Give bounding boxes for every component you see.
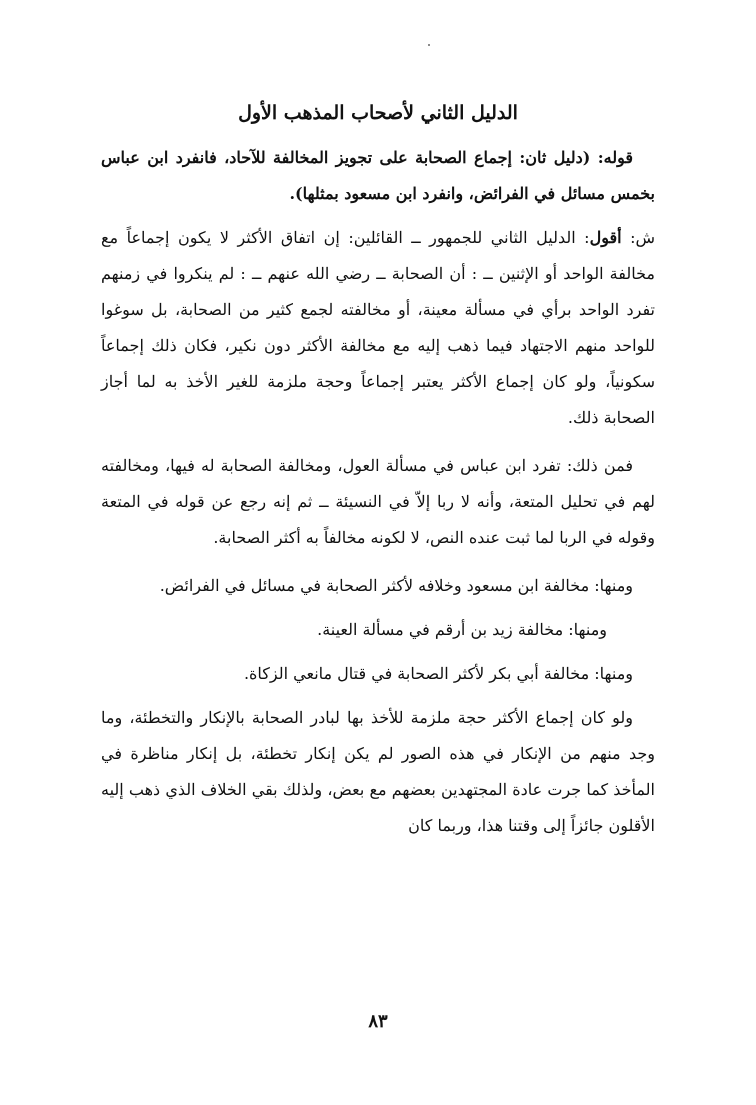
- matn-text: قوله: (دليل ثان: إجماع الصحابة على تجويز المخالفة للآحاد، فانفرد ابن عباس بخمس مسائل في الفرائض، وانفرد ابن مسعود بمثلها).: [101, 148, 655, 203]
- body-text: [101, 140, 655, 856]
- zayd-text: ومنها: مخالفة زيد بن أرقم في مسألة العينة.: [317, 620, 607, 639]
- commentary-lead: ش:: [621, 228, 655, 247]
- print-mark: [428, 44, 430, 46]
- conclusion-paragraph: [101, 700, 655, 844]
- abu-bakr-text: ومنها: مخالفة أبي بكر لأكثر الصحابة في قتال مانعي الزكاة.: [243, 664, 633, 683]
- ibn-abbas-paragraph: [101, 448, 655, 556]
- ibn-masud-paragraph: [101, 568, 655, 604]
- aqulu-label: أقول: [589, 228, 622, 247]
- conclusion-text: ولو كان إجماع الأكثر حجة ملزمة للأخذ بها لبادر الصحابة بالإنكار والتخطئة، وما وجد منهم من الإنكار في هذه الصور لم يكن إنكار تخطئة، بل إنكار مناظرة في المأخذ كما جرت عادة المجتهدين بعضهم مع بعض، ولذلك بقي الخلاف الذي ذهب إليه الأقلون جائزاً إلى وقتنا هذا، وربما كان: [101, 708, 655, 835]
- page-number: ٨٣: [368, 1011, 388, 1032]
- zayd-paragraph: [101, 612, 655, 648]
- ibn-abbas-text: فمن ذلك: تفرد ابن عباس في مسألة العول، ومخالفة الصحابة له فيها، ومخالفته لهم في تحليل المتعة، وأنه لا ربا إلاّ في النسيئة ــ ثم إنه رجع عن قوله في المتعة وقوله في الربا لما ثبت عنده النص، لا لكونه مخالفاً به أكثر الصحابة.: [101, 456, 655, 547]
- commentary-paragraph: [101, 220, 655, 436]
- commentary-text: : الدليل الثاني للجمهور ــ القائلين: إن اتفاق الأكثر لا يكون إجماعاً مع مخالفة الواحد أو الإثنين ــ : أن الصحابة ــ رضي الله عنهم ــ : لم ينكروا في زمنهم تفرد الواحد برأي في مسألة معينة، أو مخالفته لجمع كثير من الصحابة، بل سوغوا للواحد منهم الاجتهاد فيما ذهب إليه مع مخالفة الأكثر دون نكير، فكان ذلك إجماعاً سكونياً، ولو كان إجماع الأكثر يعتبر إجماعاً وحجة ملزمة للغير الأخذ به لما أجاز الصحابة ذلك.: [101, 228, 655, 427]
- section-heading: الدليل الثاني لأصحاب المذهب الأول: [238, 102, 518, 124]
- quoted-matn-paragraph: [101, 140, 655, 212]
- ibn-masud-text: ومنها: مخالفة ابن مسعود وخلافه لأكثر الصحابة في مسائل في الفرائض.: [159, 576, 633, 595]
- abu-bakr-paragraph: [101, 656, 655, 692]
